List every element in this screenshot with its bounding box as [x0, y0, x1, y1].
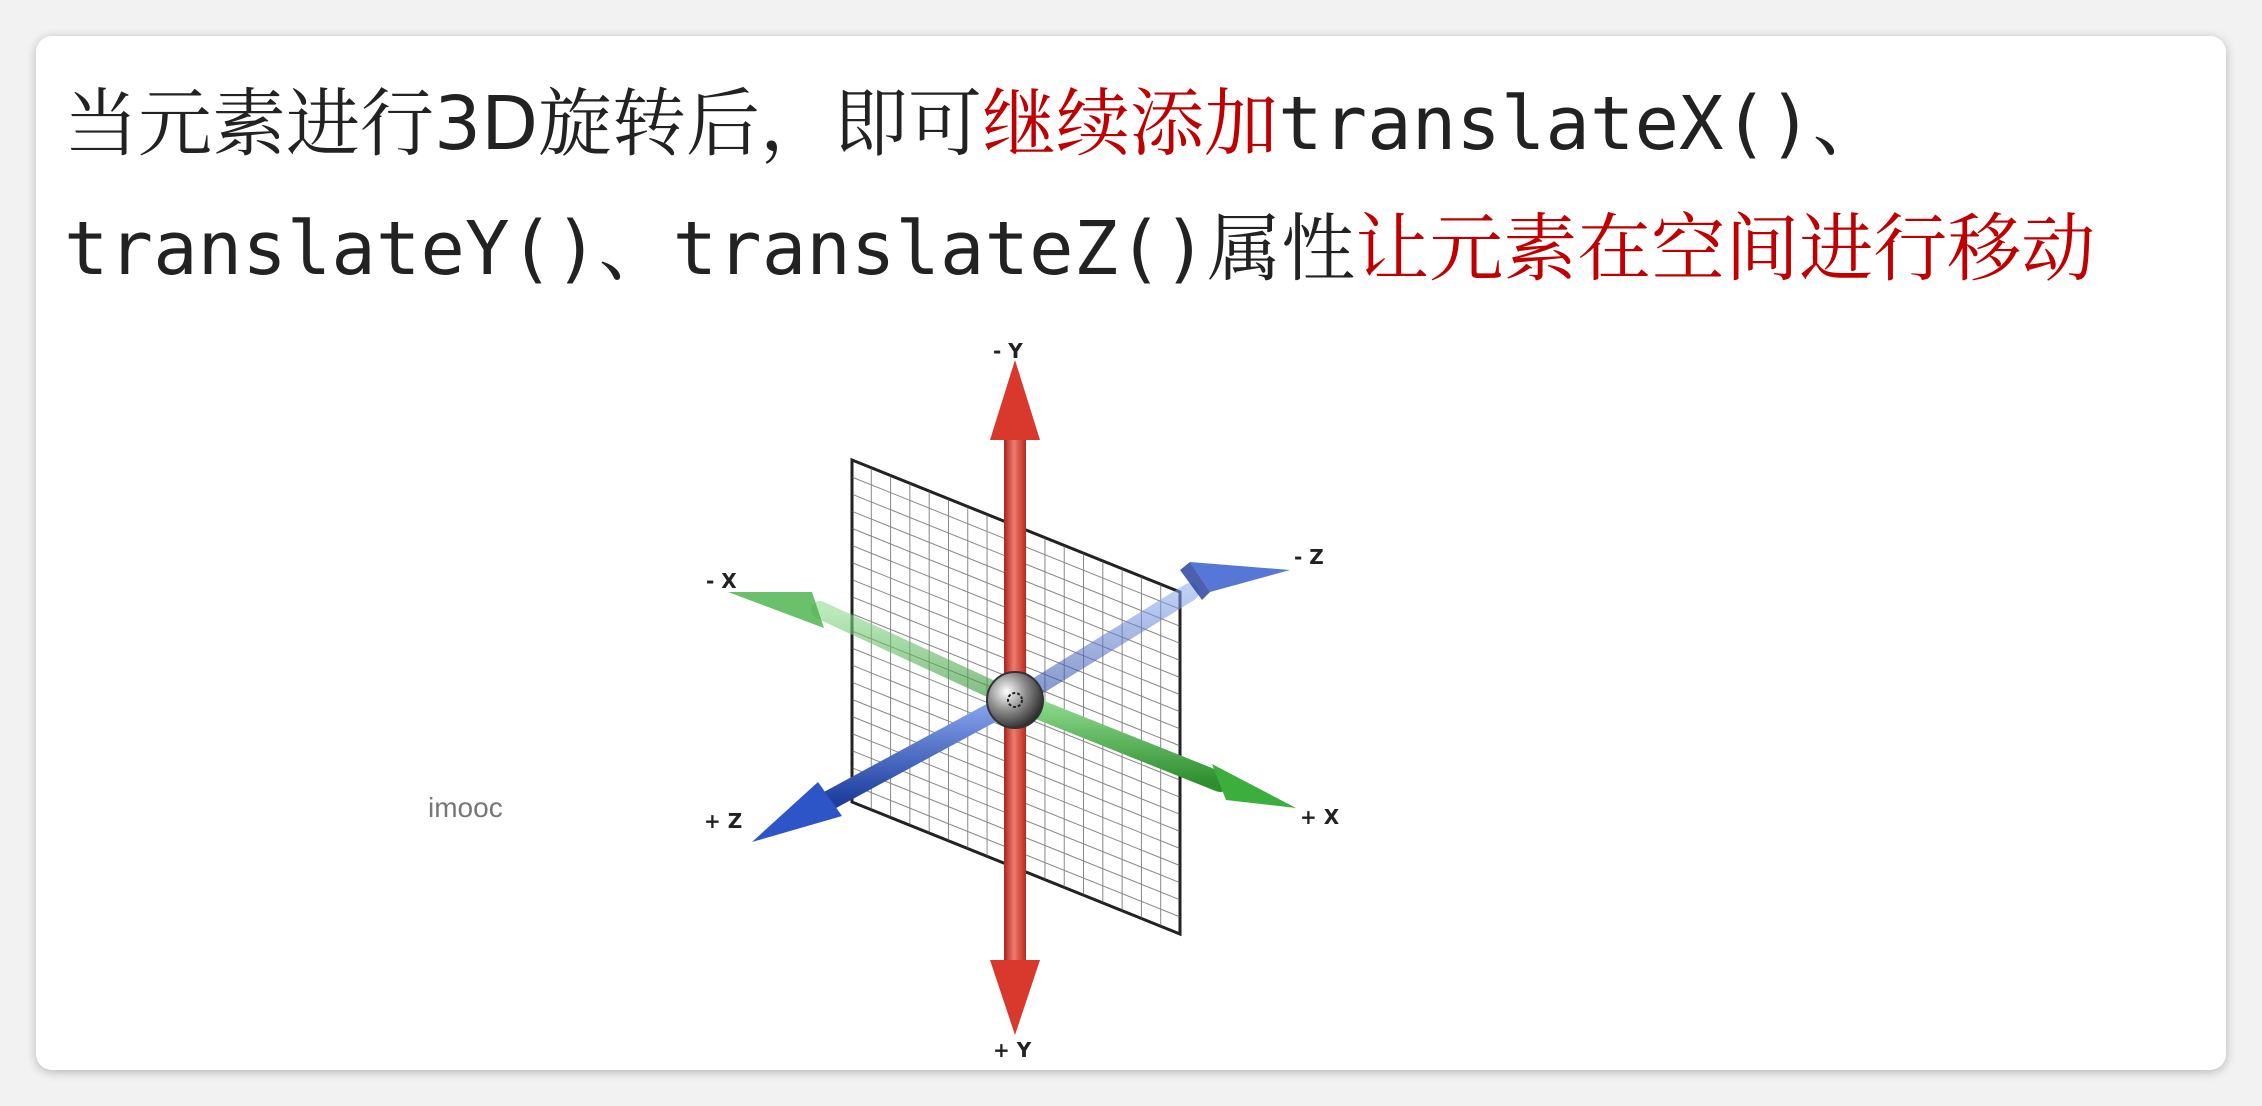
origin-sphere: [987, 672, 1043, 728]
text-line-2: [64, 187, 2184, 312]
line2-highlight: 让元素在空间进行移动: [1355, 206, 2096, 292]
line1-code: translateX()、: [1278, 81, 1887, 167]
label-pos-z: + Z: [704, 809, 743, 833]
label-neg-x: - X: [706, 569, 737, 593]
label-neg-z: - Z: [1294, 545, 1324, 569]
line2-suffix: 属性: [1207, 206, 1356, 292]
watermark: imooc: [428, 792, 503, 823]
text-line-1: [64, 62, 2184, 187]
neg-y-arrowhead: [990, 360, 1040, 440]
line2-code: translateY()、translateZ(): [64, 206, 1208, 292]
description-text: [64, 62, 2184, 312]
label-pos-y: + Y: [993, 1038, 1032, 1060]
neg-x-arrowhead: [728, 592, 824, 628]
pos-x-arrowhead: [1212, 764, 1296, 808]
line1-highlight: 继续添加: [982, 81, 1279, 167]
pos-y-arrowhead: [990, 960, 1040, 1035]
label-pos-x: + X: [1300, 805, 1340, 829]
line1-prefix: 当元素进行3D旋转后，即可: [64, 81, 983, 167]
label-neg-y: - Y: [993, 339, 1023, 363]
3d-axes-diagram: [690, 330, 1350, 1060]
